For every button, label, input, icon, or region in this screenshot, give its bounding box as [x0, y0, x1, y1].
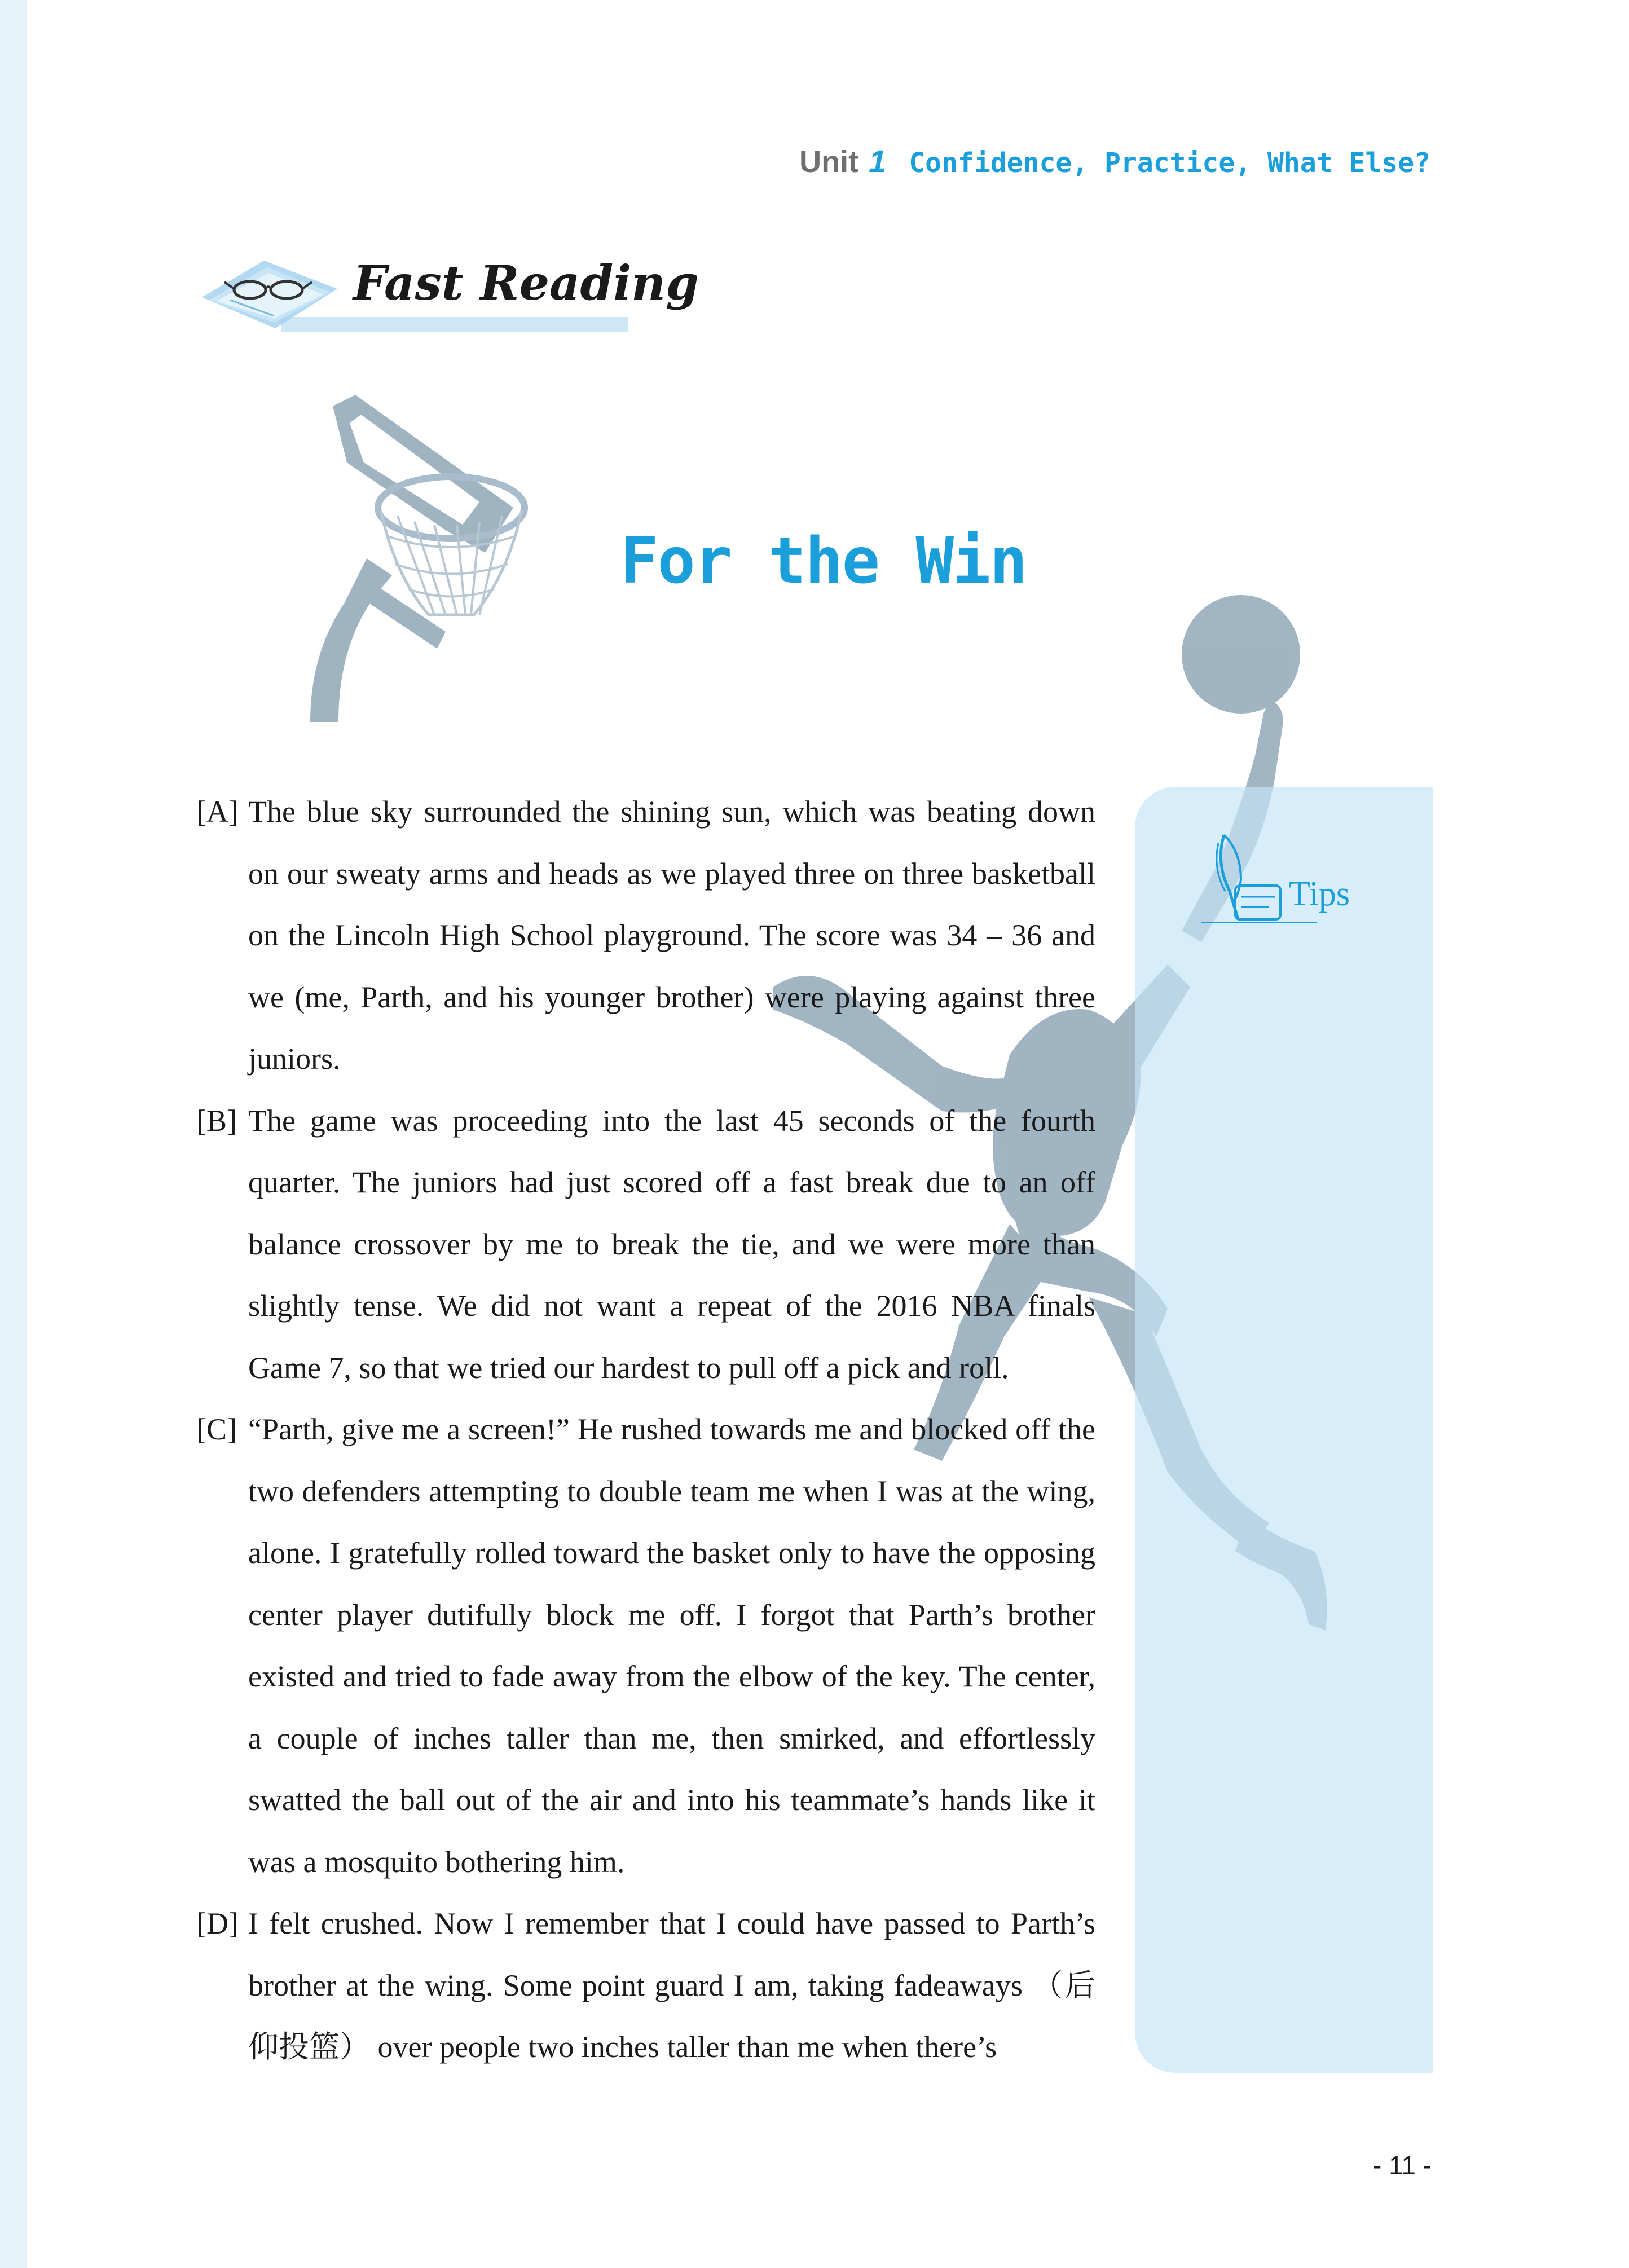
paragraph-label: [A] [196, 795, 239, 829]
paragraph-a [196, 781, 1095, 1090]
page-edge-strip [0, 0, 27, 2268]
paragraph-label: [D] [196, 1906, 239, 1940]
paragraph-b [196, 1090, 1095, 1399]
paragraph-label: [C] [196, 1412, 237, 1446]
section-badge [196, 244, 699, 334]
unit-word: Unit [799, 145, 859, 179]
tips-panel [1135, 787, 1433, 2073]
section-title: Fast Reading [353, 255, 699, 311]
paragraph-c [196, 1399, 1095, 1893]
paragraph-d [196, 1893, 1095, 2078]
tips-header [1185, 829, 1388, 931]
unit-header [799, 143, 1430, 179]
paragraph-text: The game was proceeding into the last 45 seconds of the fourth quarter. The juniors had just scored off a fast break due to an off balance crossover by me to break the tie, and we were more than slightly tense. We did not want a repeat of the 2016 NBA finals Game 7, so that we tried our hardest to pull off a pick and roll. [248, 1103, 1095, 1385]
quill-pen-icon [1185, 829, 1292, 925]
tips-underline [1201, 922, 1317, 923]
paragraph-label: [B] [196, 1103, 237, 1138]
tips-label: Tips [1289, 875, 1350, 913]
paragraph-text: I felt crushed. Now I remember that I could have passed to Parth’s brother at the wing. Some point guard I am, taking fadeaways （后仰投篮） over people two inches taller than me when there’s [248, 1906, 1095, 2064]
paragraph-text: “Parth, give me a screen!” He rushed towards me and blocked off the two defenders attempting to double team me when I was at the wing, alone. I gratefully rolled toward the basket only to have the opposing center player dutifully block me off. I forgot that Parth’s brother existed and tried to fade away from the elbow of the key. The center, a couple of inches taller than me, then smirked, and effortlessly swatted the ball out of the air and into his teammate’s hands like it was a mosquito bothering him. [248, 1412, 1095, 1879]
paragraph-text: The blue sky surrounded the shining sun, which was beating down on our sweaty arms and heads as we played three on three basketball on the Lincoln High School playground. The score was 34 – 36 and we (me, Parth, and his younger brother) were playing against three juniors. [248, 795, 1095, 1076]
reading-passage [196, 781, 1095, 2078]
page-number: - 11 - [1373, 2151, 1432, 2180]
unit-title: Confidence, Practice, What Else? [909, 147, 1430, 179]
story-title: For the Win [620, 525, 1027, 598]
unit-number: 1 [869, 143, 887, 179]
basketball-hoop-illustration [293, 389, 643, 728]
glasses-on-book-icon [196, 244, 343, 334]
